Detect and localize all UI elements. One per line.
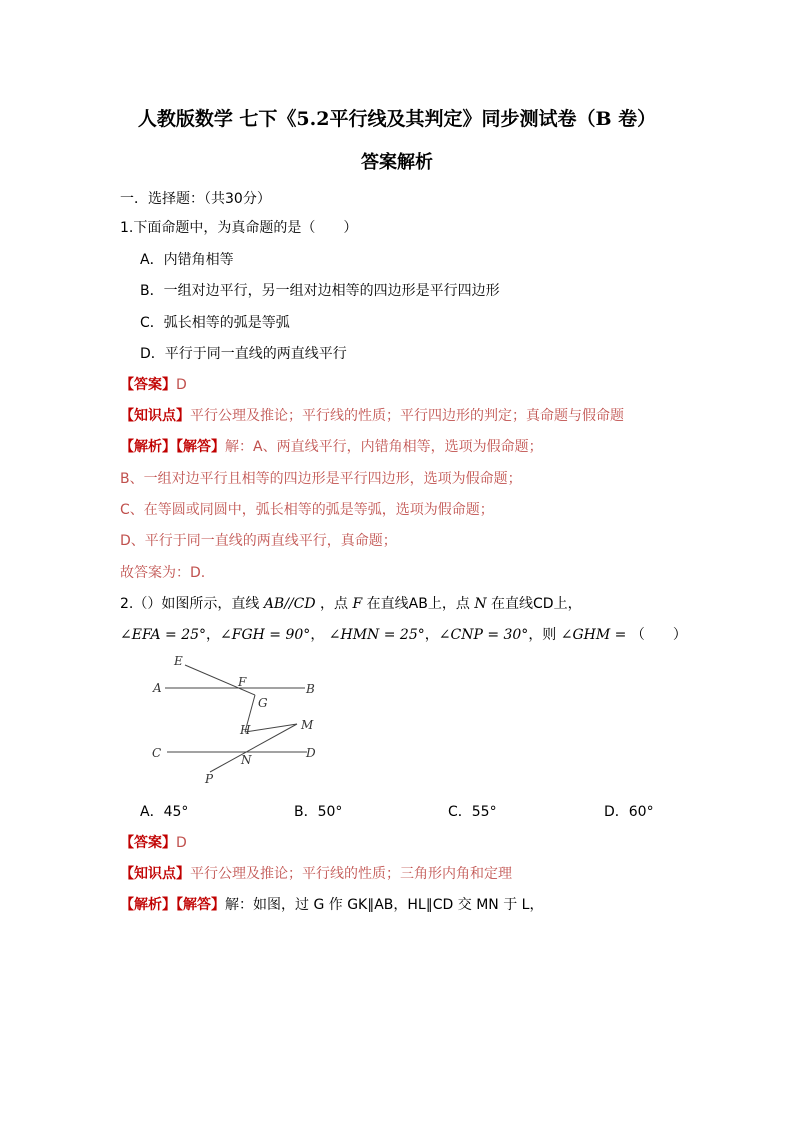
label-g: G: [258, 696, 268, 710]
document-subtitle: 答案解析: [361, 152, 433, 173]
q1-stem: 1.下面命题中，为真命题的是（ ）: [120, 220, 358, 236]
section-heading: 一．选择题：（共30分）: [120, 191, 271, 207]
q1-option-a: A．内错角相等: [140, 252, 234, 268]
q2-condition: ∠HMN = 25°: [328, 627, 425, 643]
q2-stem-part: ，点: [320, 596, 349, 612]
answer-tag: 【答案】: [120, 835, 176, 851]
label-h: H: [240, 723, 251, 737]
q2-stem-math: F: [352, 596, 363, 612]
q2-option-c: C．55°: [448, 804, 497, 820]
q2-option-d: D．60°: [604, 804, 654, 820]
q2-stem-part: 在直线AB上，点: [366, 596, 470, 612]
q2-stem-math: N: [474, 596, 487, 612]
analysis-tag: 【解析】【解答】: [120, 897, 225, 913]
geometry-figure: [145, 650, 330, 790]
q1-knowledge: [120, 405, 624, 425]
q2-analysis: [120, 894, 543, 914]
q2-sep: ，: [310, 627, 325, 643]
q2-conditions: [120, 624, 687, 644]
analysis-tag: 【解析】【解答】: [120, 439, 225, 455]
label-e: E: [174, 654, 183, 668]
q1-conclusion: 故答案为：D.: [120, 565, 206, 581]
q1-option-c: C．弧长相等的弧是等弧: [140, 315, 290, 331]
q2-answer: [120, 832, 187, 852]
knowledge-tag: 【知识点】: [120, 408, 190, 424]
knowledge-tag: 【知识点】: [120, 866, 190, 882]
label-p: P: [205, 772, 214, 786]
analysis-text: 解：如图，过 G 作 GK∥AB，HL∥CD 交 MN 于 L，: [225, 897, 544, 913]
q2-option-a: A．45°: [140, 804, 189, 820]
knowledge-text: 平行公理及推论；平行线的性质；三角形内角和定理: [190, 866, 512, 882]
segment-mp: [210, 724, 297, 772]
answer-value: D: [176, 835, 187, 851]
q2-condition: ∠FGH = 90°: [220, 627, 311, 643]
label-b: B: [306, 682, 315, 696]
q2-stem: [120, 593, 582, 613]
document-title: 人教版数学 七下《5.2平行线及其判定》同步测试卷（B 卷）: [137, 108, 657, 130]
q2-sep: ，则: [528, 627, 557, 643]
label-d: D: [306, 746, 316, 760]
q1-option-b: B．一组对边平行，另一组对边相等的四边形是平行四边形: [140, 283, 500, 299]
answer-tag: 【答案】: [120, 377, 176, 393]
q1-analysis-line: B、一组对边平行且相等的四边形是平行四边形，选项为假命题；: [120, 471, 522, 487]
q1-option-d: D．平行于同一直线的两直线平行: [140, 346, 347, 362]
analysis-text: 解：A、两直线平行，内错角相等，选项为假命题；: [225, 439, 543, 455]
q1-analysis: [120, 436, 543, 456]
q2-condition: ∠CNP = 30°: [438, 627, 529, 643]
q1-answer: [120, 374, 187, 394]
q2-sep: ，: [424, 627, 439, 643]
q1-analysis-line: D、平行于同一直线的两直线平行，真命题；: [120, 533, 397, 549]
q1-analysis-line: C、在等圆或同圆中，弧长相等的弧是等弧，选项为假命题；: [120, 502, 494, 518]
q2-stem-math: AB//CD: [263, 596, 316, 612]
q2-condition: ∠EFA = 25°: [120, 627, 207, 643]
q2-knowledge: [120, 863, 512, 883]
knowledge-text: 平行公理及推论；平行线的性质；平行四边形的判定；真命题与假命题: [190, 408, 624, 424]
answer-value: D: [176, 377, 187, 393]
q2-stem-part: 在直线CD上，: [491, 596, 582, 612]
q2-stem-part: 2.（）如图所示，直线: [120, 596, 260, 612]
label-m: M: [301, 718, 314, 732]
q2-option-b: B．50°: [294, 804, 343, 820]
label-n: N: [241, 753, 252, 767]
q2-question: ∠GHM =: [560, 627, 627, 643]
q2-bracket: （ ）: [630, 627, 687, 643]
q2-sep: ，: [206, 627, 221, 643]
label-c: C: [152, 746, 162, 760]
label-a: A: [153, 681, 162, 695]
label-f: F: [238, 675, 247, 689]
